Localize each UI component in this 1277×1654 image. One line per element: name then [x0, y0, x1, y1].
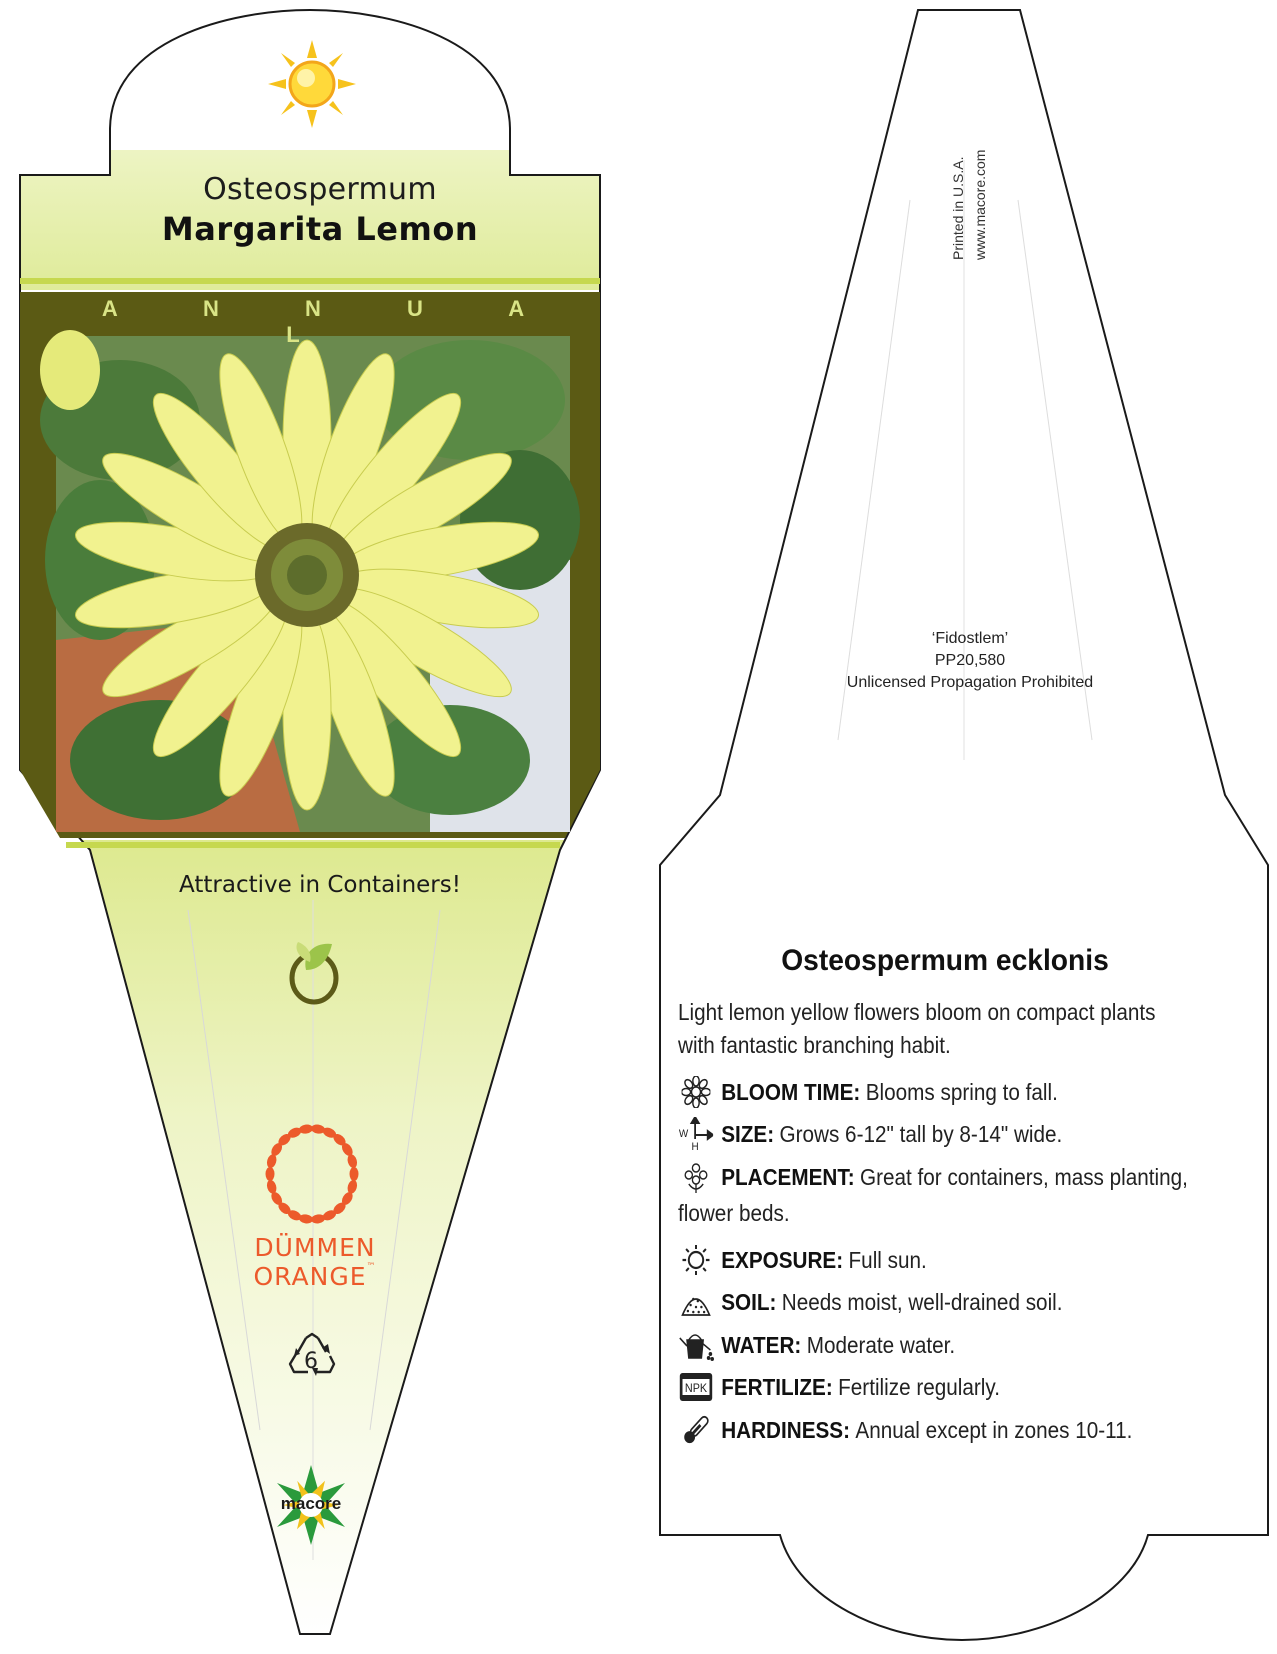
care-label: PLACEMENT:: [721, 1163, 855, 1190]
printed-in-notice: Printed in U.S.A.: [950, 156, 966, 260]
brand-name-line1: DÜMMEN: [254, 1233, 376, 1262]
sprout-logo-icon: [284, 936, 344, 1006]
care-text: Annual except in zones 10-11.: [855, 1416, 1133, 1443]
size-arrows-icon: [678, 1116, 714, 1152]
care-text: Needs moist, well-drained soil.: [781, 1288, 1063, 1315]
care-text: Great for containers, mass planting,: [860, 1163, 1188, 1190]
care-bloom-time: [678, 1072, 1236, 1112]
care-text: Blooms spring to fall.: [865, 1078, 1058, 1105]
wreath-leaf: [266, 1167, 275, 1181]
care-placement: [678, 1157, 1236, 1197]
sun-icon: [268, 40, 356, 128]
svg-text:NPK: NPK: [684, 1382, 708, 1396]
macore-wordmark: macore: [280, 1494, 342, 1513]
care-label: BLOOM TIME:: [721, 1078, 861, 1105]
thermometer-icon: [678, 1412, 714, 1448]
svg-text:H: H: [691, 1141, 699, 1151]
plant-type-label: A N N U A L: [101, 296, 565, 347]
plant-description: Light lemon yellow flowers bloom on compact plants with fantastic branching habit.: [678, 999, 1156, 1058]
placement-flowers-icon: [678, 1159, 714, 1195]
care-size: [678, 1114, 1236, 1154]
website-url: www.macore.com: [972, 149, 988, 260]
care-text: Grows 6-12" tall by 8-14" wide.: [779, 1120, 1063, 1147]
propagation-notice: Unlicensed Propagation Prohibited: [846, 674, 1094, 691]
care-soil: [678, 1282, 1236, 1322]
care-hardiness: [678, 1410, 1236, 1450]
tagline: Attractive in Containers!: [179, 872, 461, 898]
flower-icon: [678, 1074, 714, 1110]
care-exposure: [678, 1240, 1236, 1280]
npk-icon: [678, 1369, 714, 1405]
care-label: SIZE:: [721, 1120, 775, 1147]
sun-outline-icon: [678, 1242, 714, 1278]
watering-can-icon: [678, 1327, 714, 1363]
care-fertilize: [678, 1367, 1236, 1407]
care-text: Moderate water.: [806, 1331, 956, 1358]
care-label: HARDINESS:: [721, 1416, 851, 1443]
variety-name: Margarita Lemon: [161, 210, 479, 248]
care-placement-continuation: flower beds.: [678, 1200, 790, 1226]
care-text: Full sun.: [848, 1246, 927, 1273]
care-text: Fertilize regularly.: [838, 1373, 1000, 1400]
care-water: [678, 1325, 1236, 1365]
care-label: SOIL:: [721, 1288, 777, 1315]
recycle-number: 6: [304, 1349, 318, 1374]
cultivar-name: ‘Fidostlem’: [931, 630, 1009, 647]
dummen-orange-wreath-icon: [256, 1118, 368, 1230]
care-label: FERTILIZE:: [721, 1373, 833, 1400]
care-label: WATER:: [721, 1331, 802, 1358]
common-name: Osteospermum: [203, 172, 437, 207]
flower-photo: [40, 330, 580, 832]
soil-pile-icon: [678, 1284, 714, 1320]
care-label: EXPOSURE:: [721, 1246, 844, 1273]
wreath-leaf: [350, 1167, 359, 1181]
svg-text:W: W: [678, 1128, 689, 1141]
brand-name-line2: ORANGE™: [253, 1262, 377, 1291]
patent-number: PP20,580: [934, 652, 1006, 669]
species-name: Osteospermum ecklonis: [781, 944, 1109, 977]
